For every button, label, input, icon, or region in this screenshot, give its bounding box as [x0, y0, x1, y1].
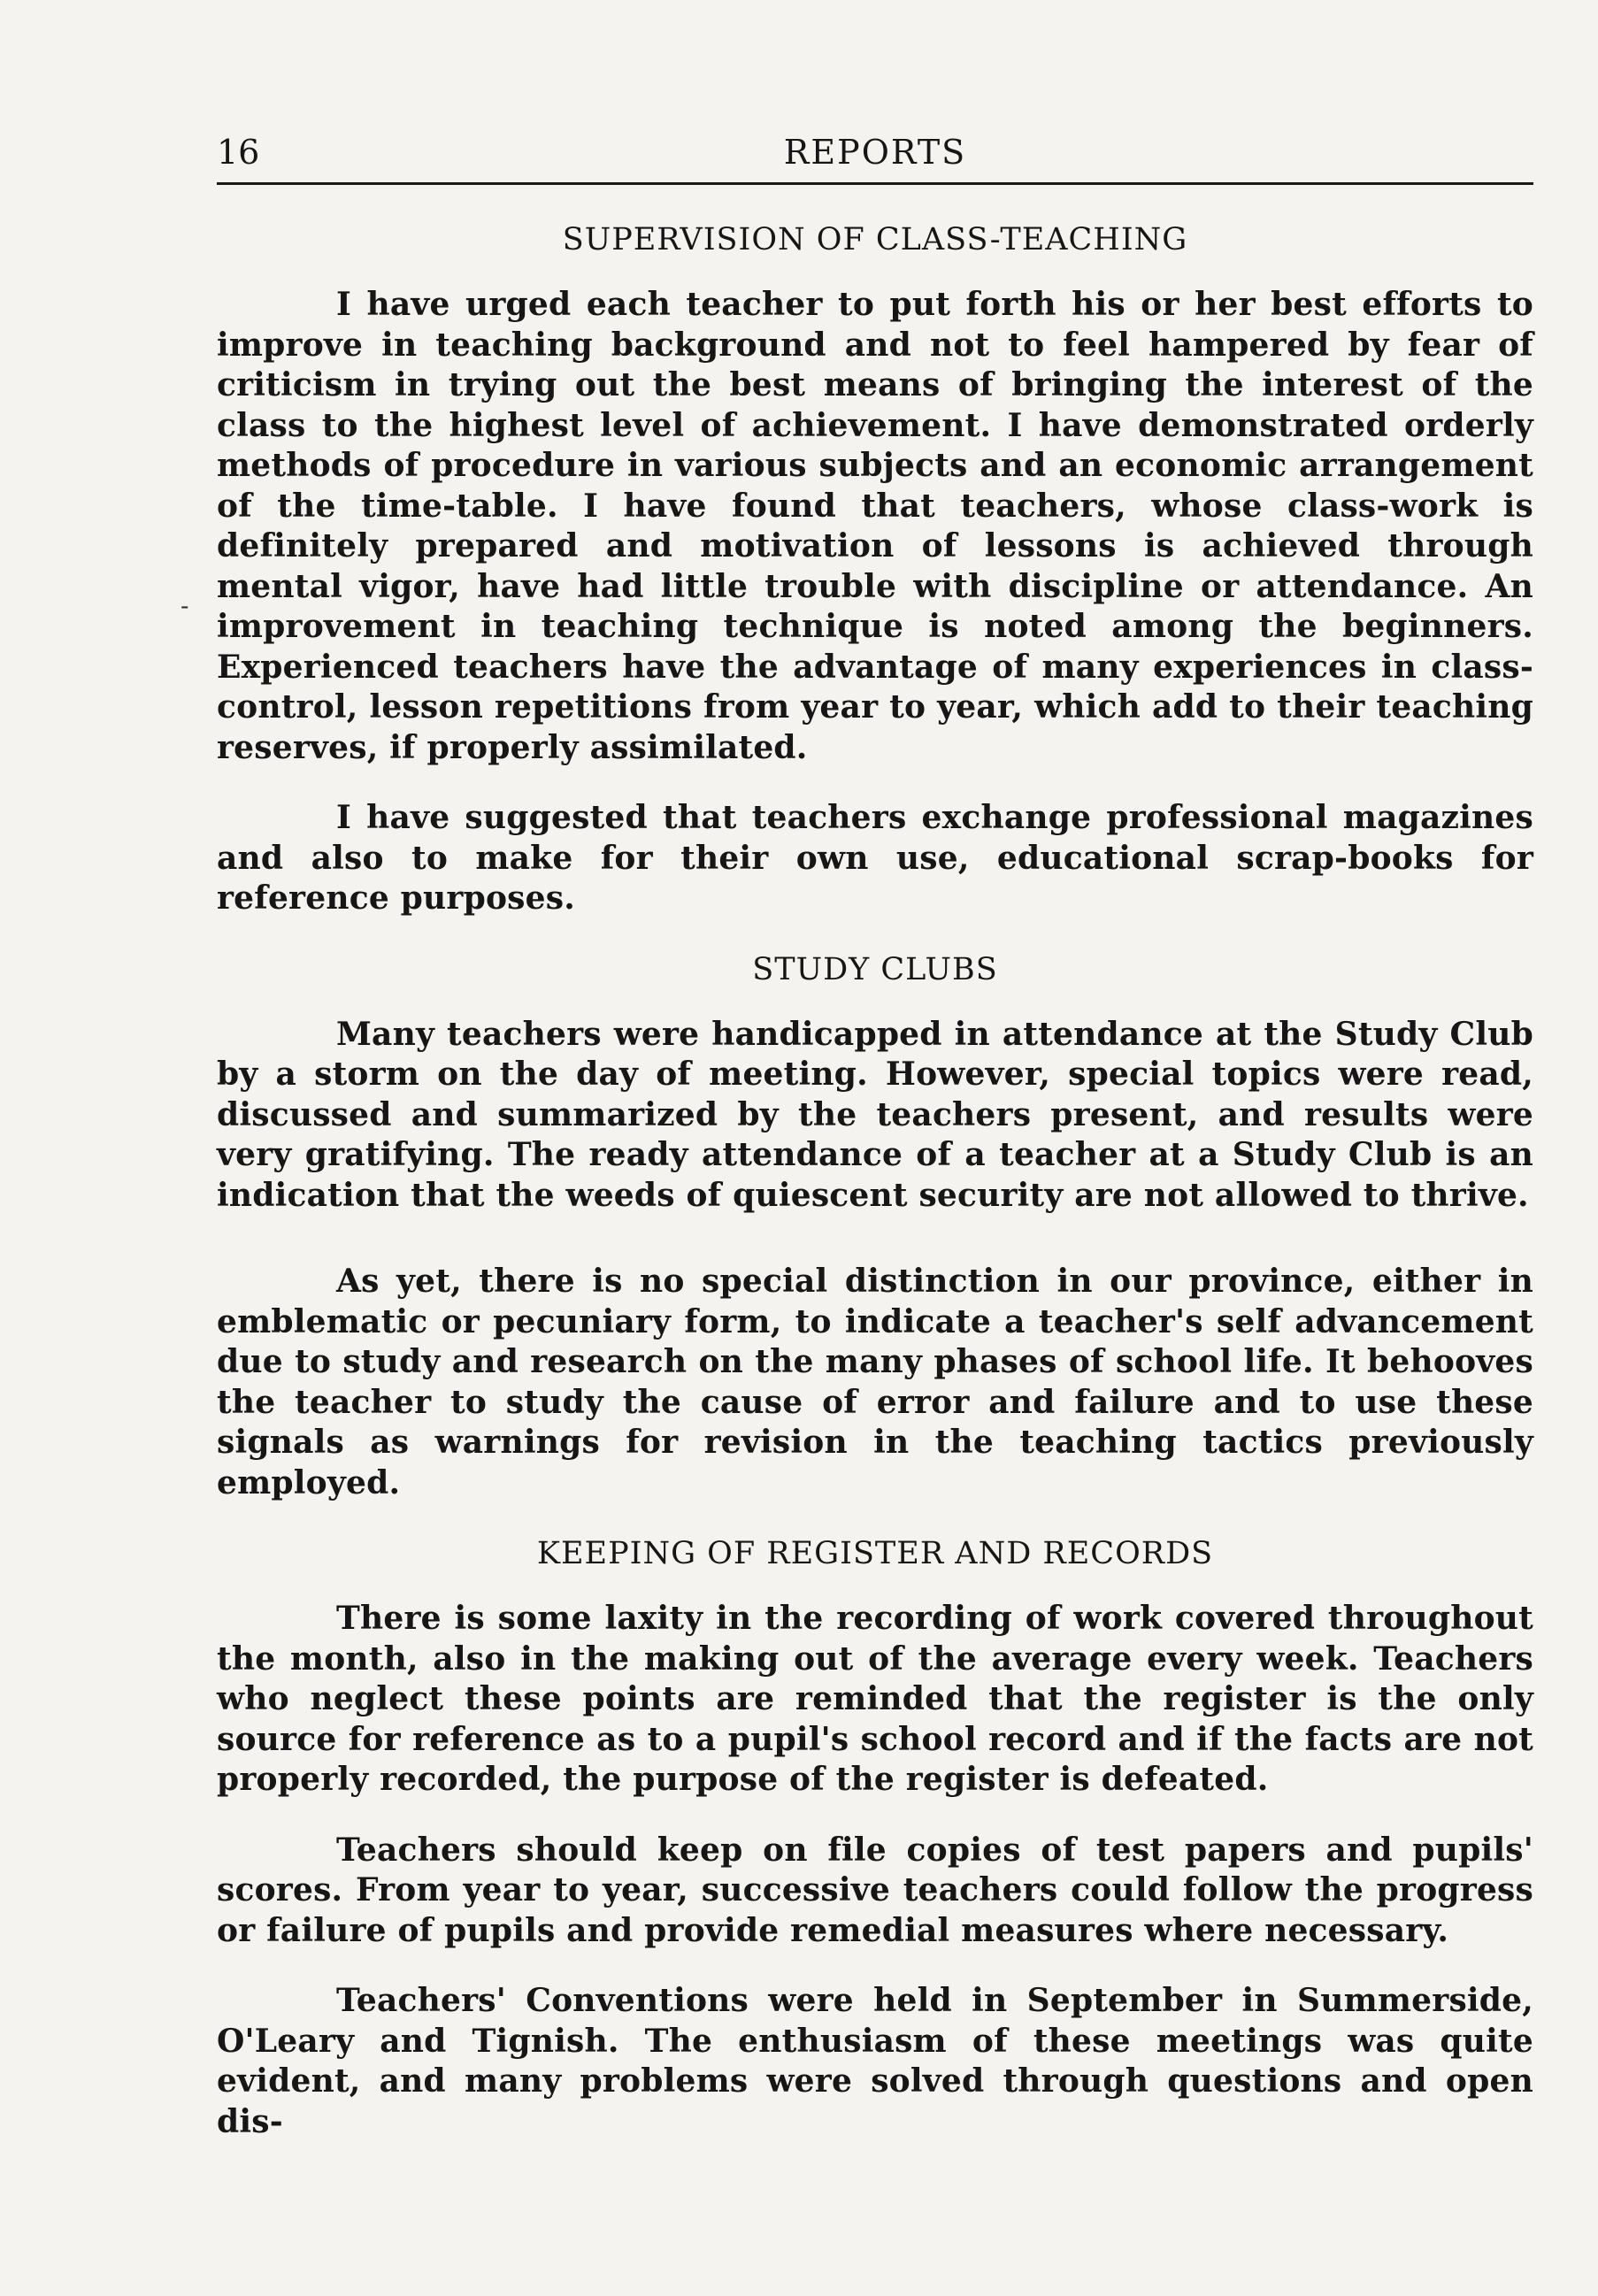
page-number: 16: [217, 133, 260, 172]
running-title: REPORTS: [783, 133, 967, 172]
paragraph: As yet, there is no special distinction in our province, either in emblematic or pecuniary form, to indicate a teacher's self advancement due to study and research on the many phases of school life. It behooves the teacher to study the cause of error and failure and to use these signals as warnings for revision in the teaching tactics previously employed.: [217, 1263, 1533, 1501]
section-heading-register: KEEPING OF REGISTER AND RECORDS: [536, 1536, 1214, 1571]
paragraph: I have urged each teacher to put forth his or her best efforts to improve in teaching background and not to feel hampered by fear of criticism in trying out the best means of bringing the interest of the class to the highest level of achievement. I have demonstrated orderly methods of procedure in various subjects and an economic arrangement of the time-table. I have found that teachers, whose class-work is definitely prepared and motivation of lessons is achieved through mental vigor, have had little trouble with discipline or attendance. An improvement in teaching technique is noted among the beginners. Experienced teachers have the advantage of many experiences in class-control, lesson repetitions from year to year, which add to their teaching reserves, if properly assimilated.: [217, 286, 1533, 766]
section-heading-supervision: SUPERVISION OF CLASS-TEACHING: [562, 222, 1188, 257]
header-rule: [217, 182, 1533, 185]
margin-mark: -: [181, 591, 189, 620]
paragraph: I have suggested that teachers exchange professional magazines and also to make for their own use, educational scrap-books for reference purposes.: [217, 799, 1533, 917]
section-heading-study-clubs: STUDY CLUBS: [752, 951, 998, 987]
paragraph: Teachers should keep on file copies of test papers and pupils' scores. From year to year, successive teachers could follow the progress or failure of pupils and provide remedial measures where necessary.: [217, 1831, 1533, 1949]
paragraph: Teachers' Conventions were held in September in Summerside, O'Leary and Tignish. The enthusiasm of these meetings was quite evident, and many problems were solved through questions and open dis-: [217, 1982, 1533, 2140]
page-header: [217, 122, 1533, 175]
paragraph: Many teachers were handicapped in attendance at the Study Club by a storm on the day of meeting. However, special topics were read, discussed and summarized by the teachers present, and results were very gratifying. The ready attendance of a teacher at a Study Club is an indication that the weeds of quiescent security are not allowed to thrive.: [217, 1015, 1533, 1214]
paragraph: There is some laxity in the recording of work covered throughout the month, also in the making out of the average every week. Teachers who neglect these points are reminded that the register is the only source for reference as to a pupil's school record and if the facts are not properly recorded, the purpose of the register is defeated.: [217, 1600, 1533, 1798]
page-body: [217, 219, 1533, 2142]
